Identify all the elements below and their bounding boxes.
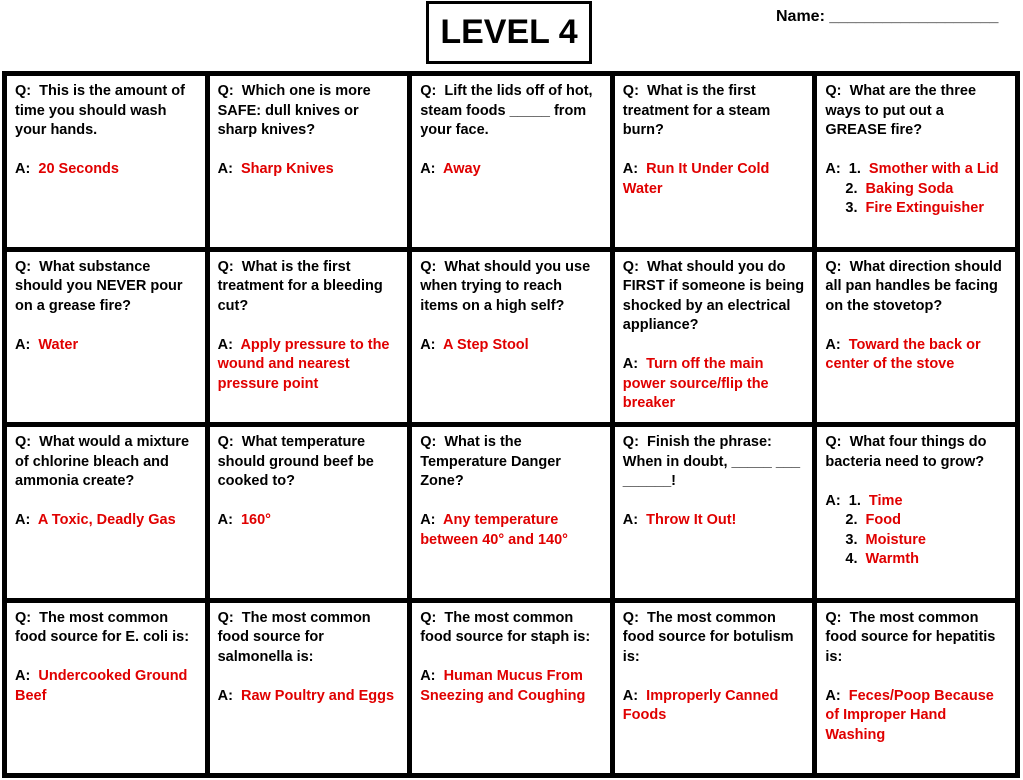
question-prefix: Q: [15,83,32,99]
question-prefix: Q: [420,434,437,450]
answer-list-item [825,199,1008,219]
question-cell [7,603,205,774]
question-prefix: Q: [420,83,437,99]
question-body: The most common food source for hepatitis is: [825,609,996,665]
question-body: The most common food source for staph is: [420,609,591,645]
question-cell [7,427,205,598]
answer-prefix: A: [825,336,841,353]
question-cell [412,76,610,247]
question-cell [210,603,408,774]
answer-text: Feces/Poop Because of Improper Hand Washing [825,687,994,743]
question-text [420,258,603,317]
question-cell [412,603,610,774]
question-text [623,609,806,668]
answer-line [825,687,1008,746]
answer-list-item [825,160,1008,180]
answer-text: 160° [240,512,271,528]
question-body: What temperature should ground beef be cooked to? [217,434,374,489]
question-body: This is the amount of time you should wash your hands. [15,83,185,138]
answer-list-number: 4. [845,551,858,567]
answer-text: A Toxic, Deadly Gas [37,512,176,528]
answer-text: Warmth [865,551,919,567]
answer-prefix: A: [622,687,639,704]
answer-line [623,687,806,726]
question-text [15,82,198,141]
answer-text: Run It Under Cold Water [622,161,770,197]
answer-line [15,336,198,356]
answer-list-number: 3. [845,200,858,216]
question-body: What would a mixture of chlorine bleach and ammonia create? [15,434,190,489]
question-prefix: Q: [217,258,234,275]
answer-line [218,336,401,395]
answer-text: Turn off the main power source/flip the breaker [622,356,769,411]
question-text [420,82,603,141]
page-title [426,1,592,64]
question-prefix: Q: [217,83,234,99]
answer-prefix: A: [15,161,31,177]
question-prefix: Q: [825,609,842,626]
question-cell [615,252,813,423]
question-cell [615,603,813,774]
name-field-label: Name: ___________________ [776,8,999,25]
question-text [218,609,401,668]
question-text [825,258,1008,317]
question-cell [615,427,813,598]
answer-prefix: A: [420,161,436,177]
question-body: What are the three ways to put out a GREASE fire? [825,83,977,138]
question-body: What is the first treatment for a steam burn? [622,83,771,138]
answer-prefix: A: [15,668,31,684]
answer-list-item [825,180,1008,200]
question-prefix: Q: [217,434,234,450]
answer-line [623,355,806,414]
question-text [218,258,401,317]
answer-line [15,160,198,180]
question-body: What is the Temperature Danger Zone? [420,434,561,489]
question-prefix: Q: [825,83,842,99]
question-body: What direction should all pan handles be facing on the stovetop? [825,258,1002,314]
question-prefix: Q: [825,258,842,275]
answer-prefix: A: [420,336,436,353]
answer-text: Food [865,512,901,528]
answer-line [15,667,198,706]
answer-text: Fire Extinguisher [865,200,984,216]
question-cell [817,76,1015,247]
question-body: Which one is more SAFE: dull knives or sharp knives? [217,83,371,138]
answer-text: Smother with a Lid [868,161,999,177]
answer-text: Throw It Out! [646,512,737,528]
answer-list-item [825,492,1008,512]
answer-line [825,336,1008,375]
question-body: What should you do FIRST if someone is being shocked by an electrical appliance? [622,258,805,333]
question-prefix: Q: [622,434,639,450]
question-text [623,433,806,492]
answer-line [218,511,401,531]
question-text [420,609,603,648]
question-prefix: Q: [622,258,639,275]
question-body: Finish the phrase: When in doubt, _____ ___ ______! [622,434,801,489]
answer-prefix: A: [825,687,841,704]
question-cell [7,252,205,423]
answer-list-number: 2. [845,180,858,197]
answer-text: Apply pressure to the wound and nearest pressure point [217,336,390,392]
answer-line [218,160,401,180]
answer-prefix: A: [217,336,233,353]
answer-list-item [825,550,1008,570]
question-prefix: Q: [15,609,32,626]
question-text [15,258,198,317]
answer-line [420,336,603,356]
answer-text: Time [868,492,903,509]
question-text [15,433,198,492]
question-body: What four things do bacteria need to grow? [825,434,987,470]
question-text [15,609,198,648]
answer-prefix: A: [217,161,233,177]
answer-prefix: A: [420,668,436,684]
answer-text: Raw Poultry and Eggs [240,687,395,704]
answer-text: 20 Seconds [38,161,119,177]
answer-text: Any temperature between 40° and 140° [420,512,568,548]
answer-list-number: 2. [845,512,858,528]
answer-prefix: A: [15,336,31,353]
answer-text: Toward the back or center of the stove [825,336,981,372]
answer-prefix: A: [622,356,639,372]
answer-prefix: A: [825,492,841,509]
answer-list-number: 1. [848,161,861,177]
question-text [218,433,401,492]
answer-list-item [825,531,1008,551]
question-prefix: Q: [622,83,639,99]
question-text [825,82,1008,141]
answer-text: A Step Stool [443,336,529,353]
question-cell [210,76,408,247]
question-cell [817,252,1015,423]
question-cell [412,252,610,423]
question-prefix: Q: [217,609,234,626]
page-title-text: LEVEL 4 [440,13,578,51]
answer-line [420,160,603,180]
answer-prefix: A: [622,161,639,177]
question-cell [210,427,408,598]
answer-prefix: A: [622,512,639,528]
answer-prefix: A: [217,687,233,704]
question-cell [817,427,1015,598]
question-grid [2,71,1020,778]
question-cell [7,76,205,247]
question-prefix: Q: [420,609,437,626]
answer-text: Away [443,161,481,177]
answer-line [420,511,603,550]
question-text [623,82,806,141]
answer-text: Improperly Canned Foods [622,687,779,723]
answer-prefix: A: [217,512,233,528]
answer-list-item [825,511,1008,531]
answer-line [218,687,401,707]
question-prefix: Q: [825,434,842,450]
answer-prefix: A: [15,512,31,528]
question-cell [412,427,610,598]
question-prefix: Q: [15,434,32,450]
answer-line [420,667,603,706]
question-body: What is the first treatment for a bleeding cut? [217,258,383,314]
question-prefix: Q: [15,258,32,275]
question-text [218,82,401,141]
question-text [825,609,1008,668]
answer-prefix: A: [420,512,436,528]
question-cell [615,76,813,247]
question-cell [817,603,1015,774]
answer-list-number: 3. [845,531,858,548]
answer-line [15,511,198,531]
answer-text: Undercooked Ground Beef [15,668,188,704]
question-text [825,433,1008,472]
answer-text: Moisture [865,531,926,548]
question-body: What should you use when trying to reach items on a high self? [420,258,591,314]
answer-text: Water [38,336,79,353]
answer-line [623,160,806,199]
question-prefix: Q: [622,609,639,626]
question-body: Lift the lids off of hot, steam foods _____ from your face. [420,83,593,138]
question-body: The most common food source for E. coli is: [15,609,190,645]
answer-line [623,511,806,531]
answer-prefix: A: [825,161,841,177]
answer-text: Sharp Knives [240,161,334,177]
question-prefix: Q: [420,258,437,275]
question-text [420,433,603,492]
answer-text: Human Mucus From Sneezing and Coughing [420,668,586,704]
answer-list-number: 1. [848,492,861,509]
question-body: The most common food source for salmonella is: [217,609,371,665]
answer-text: Baking Soda [865,180,954,197]
question-text [623,258,806,336]
question-body: The most common food source for botulism is: [622,609,794,665]
question-body: What substance should you NEVER pour on a grease fire? [15,258,183,314]
question-cell [210,252,408,423]
